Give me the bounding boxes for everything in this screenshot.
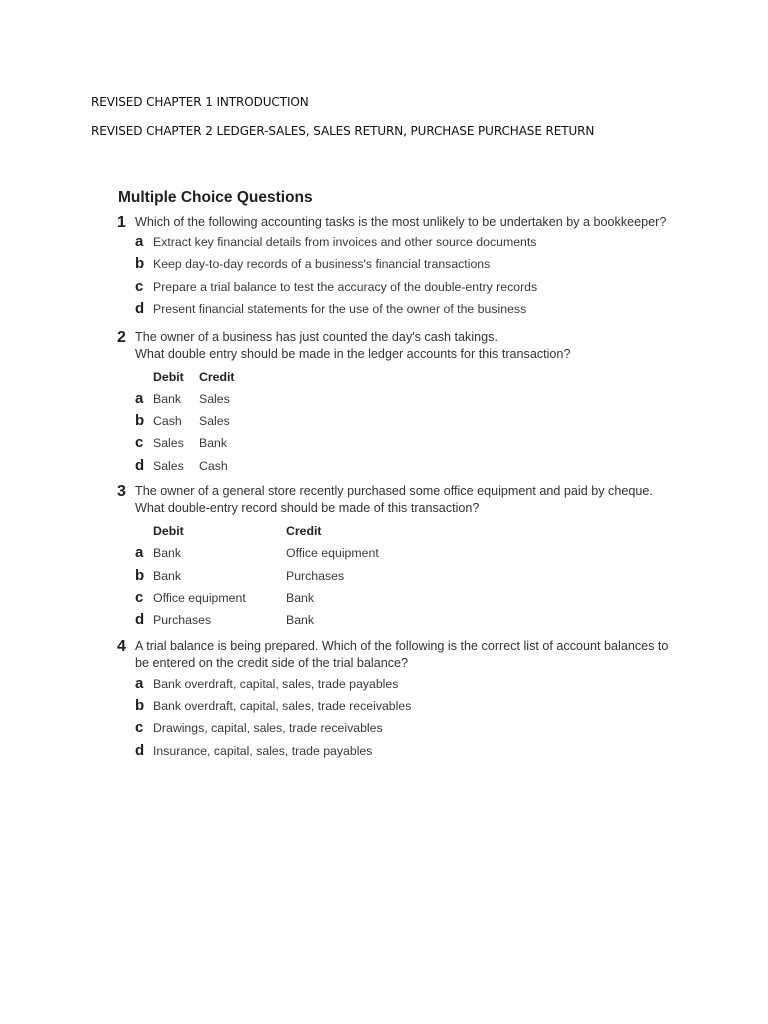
credit-column-label: Credit bbox=[199, 369, 235, 384]
option-b bbox=[117, 410, 677, 432]
debit-value: Sales bbox=[153, 436, 184, 451]
debit-credit-header bbox=[117, 520, 677, 542]
question-text: The owner of a business has just counted the day's cash takings. What double entry should be made in the ledger accounts for this transaction? bbox=[135, 329, 571, 361]
question-1 bbox=[117, 214, 677, 321]
option-text: Drawings, capital, sales, trade receivables bbox=[153, 721, 383, 736]
credit-value: Bank bbox=[199, 436, 228, 451]
credit-value: Sales bbox=[199, 391, 230, 406]
option-letter: a bbox=[135, 544, 144, 562]
option-text: Prepare a trial balance to test the accuracy of the double-entry records bbox=[153, 279, 538, 294]
option-c bbox=[117, 587, 677, 609]
option-letter: a bbox=[135, 233, 144, 250]
option-letter: c bbox=[135, 588, 144, 606]
debit-value: Bank bbox=[153, 391, 182, 406]
option-d bbox=[117, 455, 677, 477]
credit-value: Sales bbox=[199, 413, 230, 428]
option-a bbox=[117, 542, 677, 564]
debit-value: Bank bbox=[153, 568, 182, 583]
option-letter: c bbox=[135, 434, 144, 452]
debit-credit-header bbox=[117, 366, 677, 388]
option-letter: c bbox=[135, 277, 144, 295]
credit-column-label: Credit bbox=[286, 524, 322, 539]
question-number: 3 bbox=[117, 483, 126, 501]
option-text: Insurance, capital, sales, trade payables bbox=[153, 743, 373, 758]
option-text: Extract key financial details from invoices and other source documents bbox=[153, 235, 537, 249]
option-letter: d bbox=[135, 300, 145, 318]
credit-value: Bank bbox=[286, 613, 315, 628]
question-2 bbox=[117, 329, 677, 478]
credit-value: Purchases bbox=[286, 568, 345, 583]
option-text: Bank overdraft, capital, sales, trade receivables bbox=[153, 699, 412, 714]
debit-value: Sales bbox=[153, 458, 184, 473]
debit-value: Cash bbox=[153, 413, 182, 428]
option-text: Bank overdraft, capital, sales, trade payables bbox=[153, 676, 399, 691]
mcq-title: Multiple Choice Questions bbox=[118, 189, 313, 206]
debit-value: Purchases bbox=[153, 613, 212, 628]
question-number: 1 bbox=[117, 214, 126, 231]
question-3 bbox=[117, 483, 677, 632]
mcq-scanned-image bbox=[117, 186, 677, 762]
option-letter: a bbox=[135, 389, 144, 407]
option-b bbox=[117, 565, 677, 587]
question-number: 2 bbox=[117, 328, 126, 346]
question-text: A trial balance is being prepared. Which of the following is the correct list of account balances to be entered on the credit side of the trial balance? bbox=[135, 638, 669, 670]
option-a bbox=[117, 231, 677, 253]
option-letter: b bbox=[135, 697, 145, 715]
option-letter: c bbox=[135, 719, 144, 737]
credit-value: Cash bbox=[199, 458, 228, 473]
option-letter: a bbox=[135, 674, 144, 692]
credit-value: Office equipment bbox=[286, 546, 379, 561]
option-c bbox=[117, 276, 677, 298]
chapter-2-heading: REVISED CHAPTER 2 LEDGER-SALES, SALES RETURN, PURCHASE PURCHASE RETURN bbox=[91, 124, 595, 138]
option-text: Keep day-to-day records of a business's financial transactions bbox=[153, 257, 491, 272]
option-a bbox=[117, 673, 677, 695]
option-a bbox=[117, 388, 677, 410]
option-b bbox=[117, 695, 677, 717]
option-d bbox=[117, 740, 677, 762]
option-letter: d bbox=[135, 741, 145, 759]
question-4 bbox=[117, 638, 677, 763]
debit-value: Office equipment bbox=[153, 590, 246, 605]
option-c bbox=[117, 717, 677, 739]
question-text: The owner of a general store recently purchased some office equipment and paid by cheque. What double-entry record should be made of this transaction? bbox=[135, 484, 653, 516]
option-d bbox=[117, 609, 677, 631]
option-text: Present financial statements for the use of the owner of the business bbox=[153, 302, 527, 317]
option-c bbox=[117, 432, 677, 454]
option-letter: d bbox=[135, 456, 145, 474]
chapter-1-heading: REVISED CHAPTER 1 INTRODUCTION bbox=[91, 95, 309, 109]
option-d bbox=[117, 298, 677, 320]
debit-column-label: Debit bbox=[153, 369, 184, 384]
option-letter: b bbox=[135, 255, 145, 273]
option-b bbox=[117, 253, 677, 275]
question-text: Which of the following accounting tasks is the most unlikely to be undertaken by a bookkeeper? bbox=[135, 215, 667, 229]
option-letter: d bbox=[135, 611, 145, 629]
debit-value: Bank bbox=[153, 546, 182, 561]
option-letter: b bbox=[135, 566, 145, 584]
question-number: 4 bbox=[117, 637, 126, 655]
option-letter: b bbox=[135, 411, 145, 429]
debit-column-label: Debit bbox=[153, 524, 184, 539]
credit-value: Bank bbox=[286, 590, 315, 605]
